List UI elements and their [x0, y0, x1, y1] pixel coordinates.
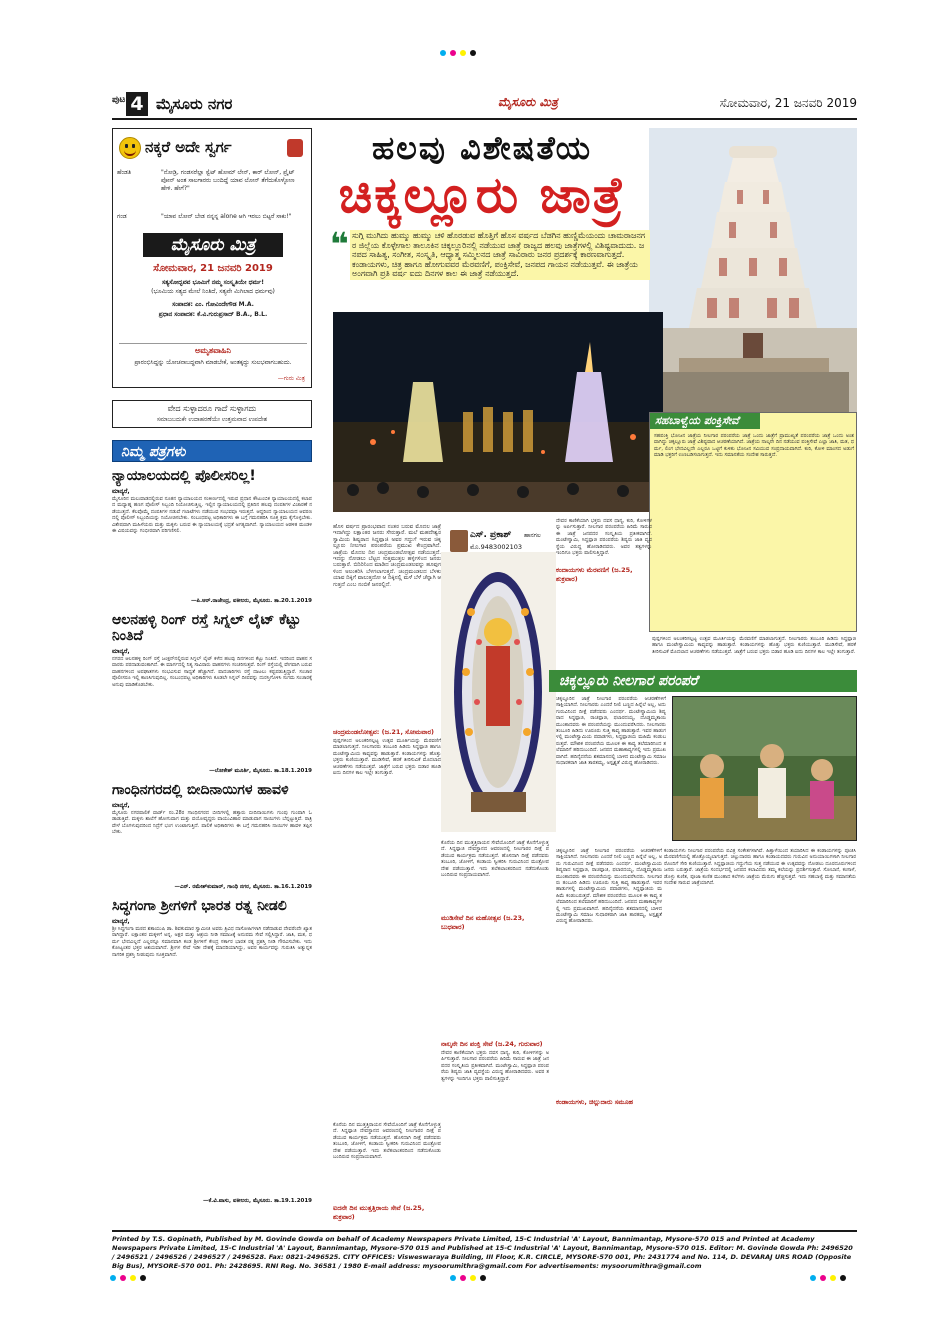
nilagara-painting [672, 696, 857, 841]
joke-line [117, 169, 307, 209]
joke-text: "ಯಾವ ಲೋನ್ ಬೇಡ ನನ್ನನ್ನ alone ಆಗಿ ಇರಲು ಬಿಟ್ಟರೆ ಸಾಕು!" [161, 213, 292, 220]
registration-marks-bottom-right [810, 1275, 846, 1281]
letter-signature: —ಲೋಕೇಶ್ ಮೂರ್ತಿ, ಮೈಸೂರು. ತಾ.18.1.2019 [209, 768, 312, 774]
festival-night-photo [333, 312, 663, 512]
letter-title: ಸಿದ್ಧಗಂಗಾ ಶ್ರೀಗಳಿಗೆ ಭಾರತ ರತ್ನ ನೀಡಲಿ [112, 898, 287, 914]
letter-salutation: ಮಾನ್ಯರೆ, [112, 918, 130, 925]
humor-banner [117, 135, 307, 161]
section-heading-nilagara: ಚಿಕ್ಕಲ್ಲೂರು ನೀಲಗಾರ ಪರಂಪರೆ [549, 670, 857, 692]
letter-signature: —ಎನ್. ರಮೇಶ್‌ಕುಮಾರ್, ಗಾಂಧಿ ನಗರ, ಮೈಸೂರು. ತಾ.16.1.2019 [174, 884, 312, 890]
subheading: ನಾಲ್ಕನೇ ದಿನ ಪಂಕ್ತಿ ಸೇವೆ (ಜ.24, ಗುರುವಾರ) [441, 1040, 543, 1048]
author-name: ಎಸ್. ಪ್ರಕಾಶ್ [470, 530, 512, 540]
joke-speaker: ಹೆಂಡತಿ [117, 169, 132, 176]
letter-signature: —ಕೆ.ವಿ.ವಾಸು, ವಕೀಲರು, ಮೈಸೂರು. ತಾ.19.1.2019 [202, 1198, 312, 1204]
letter-body: ಮೈಸೂರು ನಗರಪಾಲಿಕೆ ವಾರ್ಡ್ ನಂ.28ರ ಗಾಂಧಿನಗರದ ಬೀದಿಗಳಲ್ಲಿ ಹತ್ತಾರು ಬೀದಿನಾಯಿಗಳು ಗುಂಪು ಗುಂಪಾಗಿ ಓಡಾಡುತ್ತಿವೆ. ಮಕ್ಕಳು ಶಾಲೆಗೆ ಹೋಗುವಾಗ ಮತ್ತು ವಯೋವೃದ್ಧರು ವಾಯುವಿಹಾರ ಮಾಡುವಾಗ ನಾಯಿಗಳು ಬೆನ್ನಟ್ಟುತ್ತಿವೆ. ರಾತ್ರಿ ವೇಳೆ ಬೊಗಳುವುದರಿಂದ ನಿದ್ರೆಗೆ ಭಂಗ ಉಂಟಾಗುತ್ತಿದೆ. ಪಾಲಿಕೆ ಅಧಿಕಾರಿಗಳು ಈ ಬಗ್ಗೆ ಗಮನಹರಿಸಿ ನಾಯಿಗಳ ಹಾವಳಿ ತಪ್ಪಿಸಬೇಕು. [112, 810, 312, 836]
quote-title: ಅಮೃತವಾಹಿನಿ [195, 346, 231, 355]
imprint-footer: Printed by T.S. Gopinath, Published by M. Govinde Gowda on behalf of Academy Newspapers Private Limited, 15-C Industrial 'A' Layout, Bannimantap, Mysore-570 015 and Printed at Academy Newspapers Private Limited, 15-C Industrial 'A' Layout, Bannimantap, Mysore-570 015 and Published at 15-C Industrial 'A' Layout, Bannimantap, Mysore-570 015. Editor: M. Govinde Gowda Ph: 2496520 / 2496521 / 2496526 / 2496527 / 2496528. Fax: 0821-2496525. CITY OFFICES: Visweswaraya Building, III Floor, K.R. CIRCLE, MYSORE-570 001, Ph: 2431774 and No. 114, D. DEVARAJ URS ROAD (Opposite Big Bus), MYSORE-570 001. Ph: 2428695. RNI Reg. No. 36581 / 1980 E-mail address: mysoorumithra@gmail.com For advertisements: mysoorumithra@gmail.com [112, 1230, 857, 1271]
feature-intro [330, 225, 650, 316]
author-place: ಹಾನಗಲ [524, 532, 541, 539]
subheading: ಚಂದ್ರಮಂಡಲೋತ್ಸವ: (ಜ.21, ಸೋಮವಾರ) [333, 728, 434, 736]
proverb-subtext: ಸಮಾಜಬದುಕೇ ಉದಾಹರಣೆಯೇ ಉತ್ತಮವಾದ ಉಪದೇಶ [156, 416, 268, 423]
quote-attribution: —ಗುರು ಮಿತ್ರ [277, 375, 305, 382]
article-text: ಕೊನೆಯ ದಿನ ಮುತ್ತತ್ತಿರಾಯನ ಸೇವೆಯೊಂದಿಗೆ ಜಾತ್ರೆ ಕೊನೆಗೊಳ್ಳುತ್ತದೆ. ಸಿದ್ದಪ್ಪಾಜಿ ದೇವಸ್ಥಾನದ ಆವರಣದಲ್ಲಿ ನೀಲಗಾರರ ದೀಕ್ಷೆ ಪಡೆಯುವ ಕಾರ್ಯಕ್ರಮ ನಡೆಯುತ್ತದೆ. ಹೊಸದಾಗಿ ದೀಕ್ಷೆ ಪಡೆದವರು ತಂಬೂರಿ, ಜೋಳಿಗೆ, ಕಂಡಾಯ ಸ್ವೀಕರಿಸಿ ಗುರುವಿನಿಂದ ಮಂತ್ರೋಪದೇಶ ಪಡೆಯುತ್ತಾರೆ. ಇದು ತಲೆತಲಾಂತರದಿಂದ ನಡೆದುಕೊಂಡು ಬಂದಿರುವ ಸಂಪ್ರದಾಯವಾಗಿದೆ. [333, 1122, 441, 1161]
subheading: ಮುಡಿಸೇವೆ ದಿನ ಮಹೋತ್ಸವ (ಜ.23, ಬುಧವಾರ) [441, 914, 525, 931]
quote-mark-icon: ❝ [330, 225, 349, 263]
author-phone: ಮೊ.9483002103 [470, 543, 523, 551]
letters-section-title: ನಿಮ್ಮ ಪತ್ರಗಳು [112, 440, 312, 462]
smiley-icon [119, 137, 141, 159]
joke-line [117, 213, 307, 231]
headline-line-1: ಹಲವು ವಿಶೇಷತೆಯ [371, 129, 593, 167]
article-text: ಹೊಸ ವರ್ಷದ ಪ್ರಾರಂಭವಾದ ನಂತರ ಬರುವ ಮೊದಲ ಜಾತ್ರೆ ಇದಾಗಿದ್ದು ಲಕ್ಷಾಂತರ ಜನರು ಸೇರುತ್ತಾರೆ. ಮಲೆ ಮಹದೇಶ್ವರ ಸ್ವಾಮಿಯ ಶಿಷ್ಯರಾದ ಸಿದ್ದಪ್ಪಾಜಿ ಅವರ ಗದ್ದುಗೆ ಇರುವ ಚಿಕ್ಕಲ್ಲೂರು ನೀಲಗಾರ ಪರಂಪರೆಯ ಪ್ರಮುಖ ಕೇಂದ್ರವಾಗಿದೆ. ಜಾತ್ರೆಯ ಮೊದಲ ದಿನ ಚಂದ್ರಮಂಡಲೋತ್ಸವ ನಡೆಯುತ್ತದೆ. ಇದನ್ನು ನೋಡಲು ಬೆಟ್ಟದ ಸುತ್ತಮುತ್ತಲ ಹಳ್ಳಿಗಳಿಂದ ಜನರು ಬರುತ್ತಾರೆ. ಬಿದಿರಿನಿಂದ ಮಾಡಿದ ಚಂದ್ರಮಂಡಲವನ್ನು ಹೂವುಗಳಿಂದ ಅಲಂಕರಿಸಿ ಬೆಳಗಲಾಗುತ್ತದೆ. ಚಂದ್ರಮಂಡಲದ ಬೆಳಕು ಯಾವ ದಿಕ್ಕಿಗೆ ವಾಲುತ್ತದೋ ಆ ದಿಕ್ಕಿನಲ್ಲಿ ಮಳೆ ಬೆಳೆ ಚೆನ್ನಾಗಿ ಆಗುತ್ತದೆ ಎಂಬ ನಂಬಿಕೆ ಜನರಲ್ಲಿದೆ. [333, 524, 441, 588]
headline-line-2: ಚಿಕ್ಕಲ್ಲೂರು ಜಾತ್ರೆ [338, 166, 626, 224]
registration-marks-bottom-left [110, 1275, 146, 1281]
editorial-box [112, 128, 312, 388]
newspaper-page [112, 92, 857, 1227]
letter-title: ಗಾಂಧಿನಗರದಲ್ಲಿ ಬೀದಿನಾಯಿಗಳ ಹಾವಳಿ [112, 782, 289, 798]
sidebar-text: ಸಹಪಂಕ್ತಿ ಭೋಜನ ಜಾತ್ರೆಯ ನೀಲಗಾರ ಪರಂಪರೆಯ ಜಾತ್ರೆ ಒಂದು ಜಾತ್ರೆಗೆ ಪ್ರಾಮುಖ್ಯತೆ ಪರಂಪರೆಯ ಜಾತ್ರೆ ಒಂದು ಅಂಶವಾಗಿದ್ದು ಚಿಕ್ಕಲ್ಲೂರು ಜಾತ್ರೆ ವಿಶಿಷ್ಟವಾದ ಆಚರಣೆಯಾಗಿದೆ. ಜಾತ್ರೆಯ ನಾಲ್ಕನೇ ದಿನ ನಡೆಯುವ ಪಂಕ್ತಿಸೇವೆ ಎಲ್ಲಾ ಜಾತಿ, ಮತ, ಧರ್ಮ, ಲಿಂಗ ಭೇದವಿಲ್ಲದೇ ಎಲ್ಲರೂ ಒಟ್ಟಿಗೆ ಕುಳಿತು ಭೋಜನ ಸವಿಯುವ ಸಂಪ್ರದಾಯವಾಗಿದೆ. ಕುರಿ, ಕೋಳಿ ಮಾಂಸದ ಅಡುಗೆ ಮಾಡಿ ಭಕ್ತರಿಗೆ ಉಣಬಡಿಸಲಾಗುತ್ತದೆ. ಇದು ಸಮಾನತೆಯ ಸಂದೇಶ ಸಾರುತ್ತದೆ. [654, 433, 854, 459]
letter-signature: —ಪಿ.ಆರ್.ರಾಜೇಂದ್ರ, ವಕೀಲರು, ಮೈಸೂರು. ತಾ.20.1.2019 [190, 598, 312, 604]
letter-body: ಶ್ರೀ ಸಿದ್ಧಗಂಗಾ ಮಠದ ಶತಾಯುಷಿ ಡಾ. ಶಿವಕುಮಾರ ಸ್ವಾಮೀಜಿ ಅವರು ತ್ರಿವಿಧ ದಾಸೋಹಿಗಳಾಗಿ ನಡೆದಾಡುವ ದೇವರೆಂದೇ ಖ್ಯಾತರಾಗಿದ್ದಾರೆ. ಲಕ್ಷಾಂತರ ಮಕ್ಕಳಿಗೆ ಅನ್ನ, ಅಕ್ಷರ ಮತ್ತು ಆಶ್ರಯ ನೀಡಿ ಸಮಾಜಕ್ಕೆ ಅನುಪಮ ಸೇವೆ ಸಲ್ಲಿಸಿದ್ದಾರೆ. ಜಾತಿ, ಮತ, ಧರ್ಮ ಭೇದವಿಲ್ಲದೆ ಎಲ್ಲರನ್ನೂ ಸಮಾನವಾಗಿ ಕಂಡ ಶ್ರೀಗಳಿಗೆ ಕೇಂದ್ರ ಸರ್ಕಾರ ಭಾರತ ರತ್ನ ಪ್ರಶಸ್ತಿ ನೀಡಿ ಗೌರವಿಸಬೇಕು. ಇದು ಕೋಟ್ಯಂತರ ಭಕ್ತರ ಆಶಯವಾಗಿದೆ. ಶ್ರೀಗಳ ಸೇವೆ ಇಡೀ ದೇಶಕ್ಕೆ ಮಾದರಿಯಾಗಿದ್ದು, ಅವರ ಕಾರ್ಯವನ್ನು ಗುರುತಿಸಿ ಅತ್ಯುನ್ನತ ನಾಗರಿಕ ಪ್ರಶಸ್ತಿ ನೀಡುವುದು ಸೂಕ್ತವಾಗಿದೆ. [112, 926, 312, 958]
letter-title: ಆಲನಹಳ್ಳಿ ರಿಂಗ್ ರಸ್ತೆ ಸಿಗ್ನಲ್ ಲೈಟ್ ಕೆಟ್ಟು ನಿಂತಿದೆ [112, 612, 301, 644]
article-text: ಕಂಡಾಯಗಳು ನೀಲಗಾರ ಪರಂಪರೆಯ ಪವಿತ್ರ ಸಂಕೇತಗಳಾಗಿವೆ. ಹಿತ್ತಾಳೆಯಿಂದ ತಯಾರಿಸಿದ ಈ ಕಂಡಾಯಗಳನ್ನು ಪೂಜಿಸಿ ಮೆರವಣಿಗೆಯಲ್ಲಿ ಹೊತ್ತೊಯ್ಯಲಾಗುತ್ತದೆ. ಚಿಲ್ಲುದಾರರು ಹಾಗೂ ಕಂಡಾಯದವರು ಗುರುವಿನ ಅನುಯಾಯಿಗಳಾಗಿ ನೀಲಗಾರರೊಂದಿಗೆ ಸೇರಿ ಕುಣಿಯುತ್ತಾರೆ. ಸಿದ್ದಪ್ಪಾಜಿಯ ಗದ್ದುಗೆಯ ಸುತ್ತ ನಡೆಯುವ ಈ ಉತ್ಸವವನ್ನು ನೋಡಲು ದೂರದೂರುಗಳಿಂದ ಜನರು ಬರುತ್ತಾರೆ. ಜಾತ್ರೆಯ ಸಂದರ್ಭದಲ್ಲಿ ಜನಪದ ಕಲಾವಿದರು ತಮ್ಮ ಕಲೆಯನ್ನು ಪ್ರದರ್ಶಿಸುತ್ತಾರೆ. ಸೋಬಾನೆ, ಕಂಸಾಳೆ, ಡೊಳ್ಳು ಕುಣಿತ, ಪೂಜಾ ಕುಣಿತ ಮುಂತಾದ ಕಲೆಗಳು ಜಾತ್ರೆಯ ಮೆರುಗು ಹೆಚ್ಚಿಸುತ್ತವೆ. ಇದು ಸಹಬಾಳ್ವೆ ಮತ್ತು ಸಮಾನತೆಯ ಸಂದೇಶ ಸಾರುವ ಜಾತ್ರೆಯಾಗಿದೆ. [664, 848, 856, 887]
article-text: ಪುಷ್ಪಗಳಿಂದ ಅಲಂಕರಿಸಲ್ಪಟ್ಟ ಉತ್ಸವ ಮೂರ್ತಿಯನ್ನು ಮೆರವಣಿಗೆ ಮಾಡಲಾಗುತ್ತದೆ. ನೀಲಗಾರರು ತಂಬೂರಿ ಹಿಡಿದು ಸಿದ್ದಪ್ಪಾಜಿ ಹಾಗೂ ಮಂಟೇಸ್ವಾಮಿಯ ಕಾವ್ಯವನ್ನು ಹಾಡುತ್ತಾರೆ. ಕಂಡಾಯಗಳನ್ನು ಹೊತ್ತು ಭಕ್ತರು ಕುಣಿಯುತ್ತಾರೆ. ಮುಡಿಸೇವೆ, ಹರಕೆ ತೀರಿಸುವಿಕೆ ಮೊದಲಾದ ಆಚರಣೆಗಳು ನಡೆಯುತ್ತವೆ. ಜಾತ್ರೆಗೆ ಬರುವ ಭಕ್ತರು ಬಿಡಾರ ಹೂಡಿ ಐದು ದಿನಗಳ ಕಾಲ ಇಲ್ಲೇ ತಂಗುತ್ತಾರೆ. [652, 636, 856, 655]
article-text: ಚಿಕ್ಕಲ್ಲೂರಿನ ಜಾತ್ರೆ ನೀಲಗಾರ ಪರಂಪರೆಯ ಆಚರಣೆಗಳಿಗೆ ಸಾಕ್ಷಿಯಾಗಿದೆ. ನೀಲಗಾರರು ಎಂದರೆ ನೀಲಿ ಬಣ್ಣದ ಹಿನ್ನೆಲೆ ಅಲ್ಲ, ಅದು ಗುರುವಿನಿಂದ ದೀಕ್ಷೆ ಪಡೆದವರು ಎಂದರ್ಥ. ಮಂಟೇಸ್ವಾಮಿಯ ಶಿಷ್ಯರಾದ ಸಿದ್ದಪ್ಪಾಜಿ, ರಾಚಪ್ಪಾಜಿ, ಫಲಾರದಯ್ಯ, ದೊಡ್ಡಮ್ಮತಾಯಿ ಮುಂತಾದವರು ಈ ಪರಂಪರೆಯನ್ನು ಮುಂದುವರೆಸಿದರು. ನೀಲಗಾರರು ತಂಬೂರಿ ಹಿಡಿದು ಊರೂರು ಸುತ್ತಿ ಕಾವ್ಯ ಹಾಡುತ್ತಾರೆ. ಇವರ ಹಾಡುಗಳಲ್ಲಿ ಮಂಟೇಸ್ವಾಮಿಯ ಪವಾಡಗಳು, ಸಿದ್ದಪ್ಪಾಜಿಯ ಮಹಿಮೆ ಕಂಡುಬರುತ್ತವೆ. ಮೌಖಿಕ ಪರಂಪರೆಯ ಮೂಲಕ ಈ ಕಾವ್ಯ ತಲೆಮಾರಿನಿಂದ ತಲೆಮಾರಿಗೆ ಹರಿದುಬಂದಿದೆ. ಜನಪದ ಮಹಾಕಾವ್ಯಗಳಲ್ಲಿ ಇದು ಪ್ರಮುಖವಾಗಿದೆ. ಹದಿನೈದನೆಯ ಶತಮಾನದಲ್ಲಿ ಬಾಳಿದ ಮಂಟೇಸ್ವಾಮಿ ಸಮಾಜ ಸುಧಾರಕರಾಗಿ ಜಾತಿ ತಾರತಮ್ಯ, ಅಸ್ಪೃಶ್ಯತೆ ವಿರುದ್ಧ ಹೋರಾಡಿದರು. [556, 696, 666, 767]
temple-gopura-photo [649, 128, 857, 418]
publisher-credit: ಪ್ರಧಾನ ಸಂಪಾದಕ: ಕೆ.ವಿ.ಗುರುಪ್ರಸಾದ್ B.A., B.L. [158, 311, 268, 318]
sidebar-title: ಸಹಬಾಳ್ವೆಯ ಪಂಕ್ತಿಸೇವೆ [650, 413, 760, 429]
sticker-icon [287, 139, 303, 157]
decorated-deity-photo [441, 552, 556, 832]
proverb-box [112, 400, 312, 428]
article-text: ಪುಷ್ಪಗಳಿಂದ ಅಲಂಕರಿಸಲ್ಪಟ್ಟ ಉತ್ಸವ ಮೂರ್ತಿಯನ್ನು ಮೆರವಣಿಗೆ ಮಾಡಲಾಗುತ್ತದೆ. ನೀಲಗಾರರು ತಂಬೂರಿ ಹಿಡಿದು ಸಿದ್ದಪ್ಪಾಜಿ ಹಾಗೂ ಮಂಟೇಸ್ವಾಮಿಯ ಕಾವ್ಯವನ್ನು ಹಾಡುತ್ತಾರೆ. ಕಂಡಾಯಗಳನ್ನು ಹೊತ್ತು ಭಕ್ತರು ಕುಣಿಯುತ್ತಾರೆ. ಮುಡಿಸೇವೆ, ಹರಕೆ ತೀರಿಸುವಿಕೆ ಮೊದಲಾದ ಆಚರಣೆಗಳು ನಡೆಯುತ್ತವೆ. ಜಾತ್ರೆಗೆ ಬರುವ ಭಕ್ತರು ಬಿಡಾರ ಹೂಡಿ ಐದು ದಿನಗಳ ಕಾಲ ಇಲ್ಲೇ ತಂಗುತ್ತಾರೆ. [333, 738, 441, 777]
proverb-text: ವೇದ ಸುಳ್ಳಾದರೂ ಗಾದೆ ಸುಳ್ಳಾಗದು [167, 404, 257, 413]
letter-salutation: ಮಾನ್ಯರೆ, [112, 488, 130, 495]
letter-salutation: ಮಾನ್ಯರೆ, [112, 648, 130, 655]
subheading: ಐದನೇ ದಿನ ಮುತ್ತತ್ತಿರಾಯ ಸೇವೆ (ಜ.25, ಶುಕ್ರವಾರ) [333, 1204, 425, 1221]
sidebar-box-pankti-seve [649, 412, 857, 632]
letter-salutation: ಮಾನ್ಯರೆ, [112, 802, 130, 809]
joke-speaker: ಗಂಡ [117, 213, 127, 220]
registration-marks-bottom-center [450, 1275, 486, 1281]
editor-credit: ಸಂಪಾದಕ: ಎಂ. ಗೋವಿಂದೇಗೌಡ M.A. [172, 301, 254, 308]
section-title: ಮೈಸೂರು ನಗರ [156, 95, 233, 113]
newspaper-logo: ಮೈಸೂರು ಮಿತ್ರ [143, 233, 283, 257]
humor-title: ನಕ್ಕರೆ ಅದೇ ಸ್ವರ್ಗ [145, 138, 232, 156]
masthead-date: ಸೋಮವಾರ, 21 ಜನವರಿ 2019 [719, 96, 857, 110]
article-text: ದೇವರ ಕಾಣಿಕೆಯಾಗಿ ಭಕ್ತರು ದವಸ ಧಾನ್ಯ, ಕುರಿ, ಕೋಳಿಗಳನ್ನು ಅರ್ಪಿಸುತ್ತಾರೆ. ನೀಲಗಾರ ಪರಂಪರೆಯ ಹಿರಿಮೆ ಸಾರುವ ಈ ಜಾತ್ರೆ ಜನಪದರ ಸಂಸ್ಕೃತಿಯ ಪ್ರತೀಕವಾಗಿದೆ. ಮಂಟೇಸ್ವಾಮಿ, ಸಿದ್ದಪ್ಪಾಜಿ ಪರಂಪರೆಯ ಶಿಷ್ಯರು ಜಾತಿ ವ್ಯವಸ್ಥೆಯ ವಿರುದ್ಧ ಹೋರಾಡಿದವರು. ಅವರ ತತ್ವಗಳನ್ನು ಇಂದಿಗೂ ಭಕ್ತರು ಪಾಲಿಸುತ್ತಿದ್ದಾರೆ. [556, 518, 652, 557]
intro-text: ಸುಗ್ಗಿ ಮುಗಿದು ಹುಮ್ಮು ಹುಮ್ಮು ಚಳಿ ಹೊರಡುವ ಹೊತ್ತಿಗೆ ಹೊಸ ವರ್ಷದ ಬೆಡಗಿನ ಹುಣ್ಣಿಮೆಯಂದು ಚಾಮರಾಜನಗರ ಜಿಲ್ಲೆಯ ಕೊಳ್ಳೇಗಾಲ ತಾಲೂಕಿನ ಚಿಕ್ಕಲ್ಲೂರಿನಲ್ಲಿ ನಡೆಯುವ ಜಾತ್ರೆ ರಾಜ್ಯದ ಹಲವು ಜಾತ್ರೆಗಳಲ್ಲಿ ವಿಶಿಷ್ಟವಾದುದು. ಜನಪದ ಸಾಹಿತ್ಯ, ಸಂಗೀತ, ಸಂಸ್ಕೃತಿ, ಆಧ್ಯಾತ್ಮ ಸಮ್ಮಿಲನದ ಜಾತ್ರೆ ಸಾವಿರಾರು ಜನರ ಪ್ರದರ್ಶಕ್ಕೆ ಕಾರಣವಾಗುತ್ತದೆ. ಕಂಡಾಯಗಳು, ಚಿತ್ರ ಹಾಗೂ ಹೋಗುವವರ ಮೆರವಣಿಗೆ, ಪಂಕ್ತಿಸೇವೆ, ಜನಪದ ಗಾಯನ ನಡೆಯುತ್ತವೆ. ಈ ಜಾತ್ರೆಯ ಅಂಗವಾಗಿ ಪ್ರತಿ ವರ್ಷ ಐದು ದಿನಗಳ ಕಾಲ ಈ ಜಾತ್ರೆ ನಡೆಯುತ್ತದೆ. [350, 230, 650, 280]
subheading: ಕಂದಾಯಗಳು ಮೆರವಣಿಗೆ (ಜ.25, ಶುಕ್ರವಾರ) [556, 566, 633, 583]
letter-body: ಮೈಸೂರಿನ ಮಲುವಾಡದಲ್ಲಿರುವ ನೂತನ ನ್ಯಾಯಾಲಯದ ಸಂಕೀರ್ಣದಲ್ಲಿ ಇರುವ ಪ್ರಧಾನ ಕೌಟುಂಬಿಕ ನ್ಯಾಯಾಲಯದಲ್ಲಿ ಕಲಾಪದ ಮಧ್ಯಾಹ್ನ ಹಣಗ ಪೊಲೀಸ್ ಸಿಬ್ಬಂದಿ ನಿಯೋಜಿಸುತ್ತಿಲ್ಲ. ಇಲ್ಲಿನ ನ್ಯಾಯಾಲಯದಲ್ಲಿ ಪ್ರತಿದಿನ ಹಲವು ದಂಪತಿಗಳ ವಿಚಾರಣೆ ನಡೆಯುತ್ತದೆ. ಕೆಲವೊಮ್ಮೆ ದಂಪತಿಗಳ ನಡುವೆ ಗಲಾಟೆಗಳು ನಡೆಯುವ ಸಂಭವವೂ ಇರುತ್ತದೆ. ಆದ್ದರಿಂದ ನ್ಯಾಯಾಲಯದ ಆವರಣದಲ್ಲಿ ಪೊಲೀಸ್ ಸಿಬ್ಬಂದಿಯನ್ನು ನಿಯೋಜಿಸಬೇಕು. ಸಂಬಂಧಪಟ್ಟ ಅಧಿಕಾರಿಗಳು ಈ ಬಗ್ಗೆ ಗಮನಹರಿಸಿ ಸೂಕ್ತ ಕ್ರಮ ಕೈಗೊಳ್ಳಬೇಕು. ವಿಶೇಷವಾಗಿ ಮಹಿಳೆಯರು ಮತ್ತು ಮಕ್ಕಳು ಬರುವ ಈ ನ್ಯಾಯಾಲಯಕ್ಕೆ ಭದ್ರತೆ ಅಗತ್ಯವಾಗಿದೆ. ನ್ಯಾಯಾಲಯದ ಆಡಳಿತ ಮಂಡಳಿ ಈ ವಿಷಯವನ್ನು ಗಂಭೀರವಾಗಿ ಪರಿಗಣಿಸಲಿ. [112, 496, 312, 535]
edition-date: ಸೋಮವಾರ, 21 ಜನವರಿ 2019 [153, 263, 273, 274]
author-photo [450, 530, 468, 552]
motto-subtitle: (ಭೂಮಿಯ ಸತ್ಯದ ಮೇಲೆ ನಿಂತಿದೆ, ಸತ್ಯವೇ ಮಿಗಿಲಾದ ಧರ್ಮವು) [151, 288, 275, 295]
motto: ಸತ್ಯಸೋದ್ಭವವ ಭೂಮಿಗೆ ನಮ್ಮ ಸಂಸ್ಕೃತಿಯೇ ಧರ್ಮ! [161, 279, 265, 286]
subheading: ಕಂಡಾಯಗಳು, ಚಿಲ್ಲುದಾರು ಸಮೂಹ [556, 1098, 634, 1106]
joke-text: "ನೋಡ್ರಿ, ಗಂಡಸರೆಲ್ಲಾ ಸ್ವೆಟ್ ಹೋಮ್ ಲೇನ್, ಕಾರ್ ಲೋನ್, ಪ್ರೈಟ್ ಪೋನ್ ಅಂತ ಸಾಲಗಾರರು ಬಂದಿದ್ದೆ ಯಾವ ಲೋನ್ ತೆಗೆದುಕೊಳ್ಳೋಣ ಹೇಳಿ. ಹೇಗೆ?" [161, 169, 295, 192]
registration-marks-top [440, 50, 476, 56]
quote-box [119, 343, 307, 383]
masthead-brand: ಮೈಸೂರು ಮಿತ್ರ [498, 95, 558, 109]
article-text: ದೇವರ ಕಾಣಿಕೆಯಾಗಿ ಭಕ್ತರು ದವಸ ಧಾನ್ಯ, ಕುರಿ, ಕೋಳಿಗಳನ್ನು ಅರ್ಪಿಸುತ್ತಾರೆ. ನೀಲಗಾರ ಪರಂಪರೆಯ ಹಿರಿಮೆ ಸಾರುವ ಈ ಜಾತ್ರೆ ಜನಪದರ ಸಂಸ್ಕೃತಿಯ ಪ್ರತೀಕವಾಗಿದೆ. ಮಂಟೇಸ್ವಾಮಿ, ಸಿದ್ದಪ್ಪಾಜಿ ಪರಂಪರೆಯ ಶಿಷ್ಯರು ಜಾತಿ ವ್ಯವಸ್ಥೆಯ ವಿರುದ್ಧ ಹೋರಾಡಿದವರು. ಅವರ ತತ್ವಗಳನ್ನು ಇಂದಿಗೂ ಭಕ್ತರು ಪಾಲಿಸುತ್ತಿದ್ದಾರೆ. [441, 1050, 549, 1082]
masthead [112, 92, 857, 120]
article-text: ಕೊನೆಯ ದಿನ ಮುತ್ತತ್ತಿರಾಯನ ಸೇವೆಯೊಂದಿಗೆ ಜಾತ್ರೆ ಕೊನೆಗೊಳ್ಳುತ್ತದೆ. ಸಿದ್ದಪ್ಪಾಜಿ ದೇವಸ್ಥಾನದ ಆವರಣದಲ್ಲಿ ನೀಲಗಾರರ ದೀಕ್ಷೆ ಪಡೆಯುವ ಕಾರ್ಯಕ್ರಮ ನಡೆಯುತ್ತದೆ. ಹೊಸದಾಗಿ ದೀಕ್ಷೆ ಪಡೆದವರು ತಂಬೂರಿ, ಜೋಳಿಗೆ, ಕಂಡಾಯ ಸ್ವೀಕರಿಸಿ ಗುರುವಿನಿಂದ ಮಂತ್ರೋಪದೇಶ ಪಡೆಯುತ್ತಾರೆ. ಇದು ತಲೆತಲಾಂತರದಿಂದ ನಡೆದುಕೊಂಡು ಬಂದಿರುವ ಸಂಪ್ರದಾಯವಾಗಿದೆ. [441, 840, 549, 879]
letter-body: ನಗರದ ಆಲನಹಳ್ಳಿ ರಿಂಗ್ ರಸ್ತೆ ಜಂಕ್ಷನ್‌ನಲ್ಲಿರುವ ಸಿಗ್ನಲ್ ಲೈಟ್ ಕಳೆದ ಹಲವು ದಿನಗಳಿಂದ ಕೆಟ್ಟು ನಿಂತಿದೆ. ಇದರಿಂದ ವಾಹನ ಸವಾರರು ಪರದಾಡುವಂತಾಗಿದೆ. ಈ ಮಾರ್ಗದಲ್ಲಿ ನಿತ್ಯ ಸಾವಿರಾರು ವಾಹನಗಳು ಸಂಚರಿಸುತ್ತವೆ. ರಿಂಗ್ ರಸ್ತೆಯಲ್ಲಿ ವೇಗವಾಗಿ ಬರುವ ವಾಹನಗಳಿಂದ ಅಪಘಾತಗಳು ಸಂಭವಿಸುವ ಸಾಧ್ಯತೆ ಹೆಚ್ಚಾಗಿದೆ. ಪಾದಚಾರಿಗಳು ರಸ್ತೆ ದಾಟಲು ಕಷ್ಟಪಡುತ್ತಿದ್ದಾರೆ. ಸಂಚಾರ ಪೊಲೀಸರೂ ಇಲ್ಲಿ ಕಾಣಸಿಗುವುದಿಲ್ಲ. ಸಂಬಂಧಪಟ್ಟ ಅಧಿಕಾರಿಗಳು ಕೂಡಲೇ ಸಿಗ್ನಲ್ ದೀಪವನ್ನು ದುರಸ್ತಿಗೊಳಿಸಿ ಸುಗಮ ಸಂಚಾರಕ್ಕೆ ಅನುವು ಮಾಡಿಕೊಡಬೇಕು. [112, 656, 312, 688]
article-text: ಚಿಕ್ಕಲ್ಲೂರಿನ ಜಾತ್ರೆ ನೀಲಗಾರ ಪರಂಪರೆಯ ಆಚರಣೆಗಳಿಗೆ ಸಾಕ್ಷಿಯಾಗಿದೆ. ನೀಲಗಾರರು ಎಂದರೆ ನೀಲಿ ಬಣ್ಣದ ಹಿನ್ನೆಲೆ ಅಲ್ಲ, ಅದು ಗುರುವಿನಿಂದ ದೀಕ್ಷೆ ಪಡೆದವರು ಎಂದರ್ಥ. ಮಂಟೇಸ್ವಾಮಿಯ ಶಿಷ್ಯರಾದ ಸಿದ್ದಪ್ಪಾಜಿ, ರಾಚಪ್ಪಾಜಿ, ಫಲಾರದಯ್ಯ, ದೊಡ್ಡಮ್ಮತಾಯಿ ಮುಂತಾದವರು ಈ ಪರಂಪರೆಯನ್ನು ಮುಂದುವರೆಸಿದರು. ನೀಲಗಾರರು ತಂಬೂರಿ ಹಿಡಿದು ಊರೂರು ಸುತ್ತಿ ಕಾವ್ಯ ಹಾಡುತ್ತಾರೆ. ಇವರ ಹಾಡುಗಳಲ್ಲಿ ಮಂಟೇಸ್ವಾಮಿಯ ಪವಾಡಗಳು, ಸಿದ್ದಪ್ಪಾಜಿಯ ಮಹಿಮೆ ಕಂಡುಬರುತ್ತವೆ. ಮೌಖಿಕ ಪರಂಪರೆಯ ಮೂಲಕ ಈ ಕಾವ್ಯ ತಲೆಮಾರಿನಿಂದ ತಲೆಮಾರಿಗೆ ಹರಿದುಬಂದಿದೆ. ಜನಪದ ಮಹಾಕಾವ್ಯಗಳಲ್ಲಿ ಇದು ಪ್ರಮುಖವಾಗಿದೆ. ಹದಿನೈದನೆಯ ಶತಮಾನದಲ್ಲಿ ಬಾಳಿದ ಮಂಟೇಸ್ವಾಮಿ ಸಮಾಜ ಸುಧಾರಕರಾಗಿ ಜಾತಿ ತಾರತಮ್ಯ, ಅಸ್ಪೃಶ್ಯತೆ ವಿರುದ್ಧ ಹೋರಾಡಿದರು. [556, 848, 662, 925]
quote-text: ಪ್ರಾರಂಭಿಸಿದ್ದನ್ನು ಯೋಚನಾಬದ್ಧವಾಗಿ ಮಾಡಬೇಕೆ, ಅಂತಕ್ಕದ್ದು ಸುಲಭವಾಗಬಹುದು. [134, 359, 292, 366]
page-number: 4 [126, 92, 148, 116]
author-byline [450, 528, 545, 554]
letter-title: ನ್ಯಾಯಾಲಯದಲ್ಲಿ ಪೊಲೀಸರಿಲ್ಲ! [112, 468, 256, 484]
page-label: ಪುಟ [112, 95, 126, 105]
